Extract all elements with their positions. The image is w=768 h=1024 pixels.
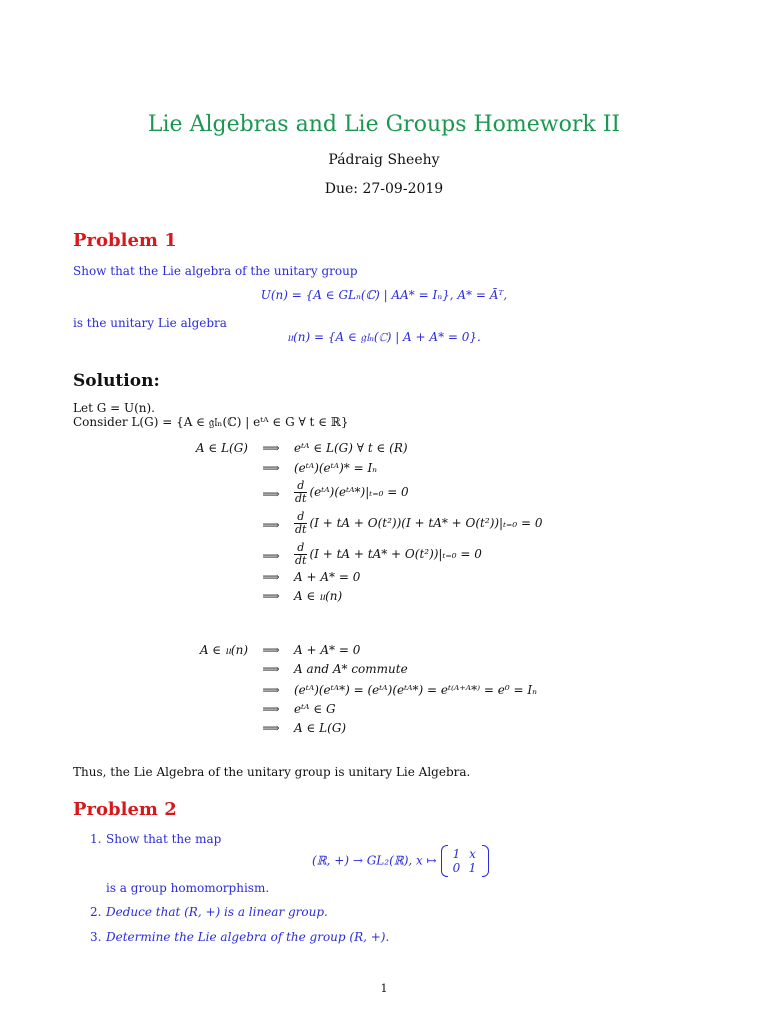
implies-arrow: ⟹ [262,589,280,603]
list-item-number: 3. [90,930,102,944]
solution-line: Consider L(G) = {A ∈ 𝔤𝔩ₙ(ℂ) | eᵗᴬ ∈ G ∀ t ∈ ℝ} [73,415,349,429]
implies-arrow: ⟹ [262,549,280,563]
unitary-lie-algebra-equation: 𝔲(n) = {A ∈ 𝔤𝔩ₙ(ℂ) | A + A* = 0}. [287,330,481,344]
derivative-operator: $\frac{d}{dt}$ [295,510,307,536]
derivation-lhs: A ∈ 𝔲(n) [199,643,248,657]
derivation-step: A ∈ 𝔲(n) [294,589,343,603]
derivation-step: $\frac{d}{dt}$ (eᵗᴬ)(eᵗᴬ*)|ₜ₌₀ = 0 [295,479,409,505]
list-item-text: Show that the map [106,832,222,846]
list-item-text: is a group homomorphism. [106,881,270,895]
matrix: 1 x 0 1 [441,847,489,875]
homomorphism-map: (ℝ, +) → GL₂(ℝ), x ↦ 1 x 0 1 [312,847,489,875]
list-item-number: 1. [90,832,102,846]
due-date: Due: 27-09-2019 [324,181,444,197]
implies-arrow: ⟹ [262,643,280,657]
implies-arrow: ⟹ [262,721,280,735]
unitary-group-equation: U(n) = {A ∈ GLₙ(ℂ) | AA* = Iₙ}, A* = Āᵀ, [260,288,508,302]
derivation-step: (eᵗᴬ)(eᵗᴬ)* = Iₙ [294,461,378,475]
derivation-step: (eᵗᴬ)(eᵗᴬ*) = (eᵗᴬ)(eᵗᴬ*) = eᵗ⁽ᴬ⁺ᴬ*⁾ = e⁰ = Iₙ [294,683,537,697]
list-item-text: Deduce that (R, +) is a linear group. [106,905,328,919]
implies-arrow: ⟹ [262,461,280,475]
problem-1-heading: Problem 1 [73,230,177,251]
derivation-step: A + A* = 0 [294,570,361,584]
solution-line: Let G = U(n). [73,401,155,415]
implies-arrow: ⟹ [262,702,280,716]
problem-2-heading: Problem 2 [73,799,177,820]
document-title: Lie Algebras and Lie Groups Homework II [147,112,621,137]
derivation-step: A + A* = 0 [294,643,361,657]
solution-heading: Solution: [73,371,160,391]
derivative-operator: $\frac{d}{dt}$ [295,479,307,505]
implies-arrow: ⟹ [262,662,280,676]
list-item-text: Determine the Lie algebra of the group (R, +). [106,930,390,944]
derivative-operator: $\frac{d}{dt}$ [295,541,307,567]
derivation-step: A and A* commute [294,662,408,676]
implies-arrow: ⟹ [262,683,280,697]
page-number: 1 [380,982,388,995]
implies-arrow: ⟹ [262,441,280,455]
solution-conclusion: Thus, the Lie Algebra of the unitary group is unitary Lie Algebra. [73,765,471,779]
derivation-step: eᵗᴬ ∈ G [294,702,336,716]
derivation-step: eᵗᴬ ∈ L(G) ∀ t ∈ (R) [294,441,408,455]
derivation-lhs: A ∈ L(G) [195,441,248,455]
implies-arrow: ⟹ [262,518,280,532]
derivation-step: $\frac{d}{dt}$ (I + tA + O(t²))(I + tA* + O(t²))|ₜ₌₀ = 0 [295,510,543,536]
derivation-step: $\frac{d}{dt}$ (I + tA + tA* + O(t²))|ₜ₌₀ = 0 [295,541,482,567]
problem-1-statement-2: is the unitary Lie algebra [73,316,227,330]
problem-1-statement: Show that the Lie algebra of the unitary group [73,264,358,278]
derivation-step: A ∈ L(G) [294,721,347,735]
list-item-number: 2. [90,905,102,919]
implies-arrow: ⟹ [262,570,280,584]
author-name: Pádraig Sheehy [328,152,440,168]
implies-arrow: ⟹ [262,487,280,501]
